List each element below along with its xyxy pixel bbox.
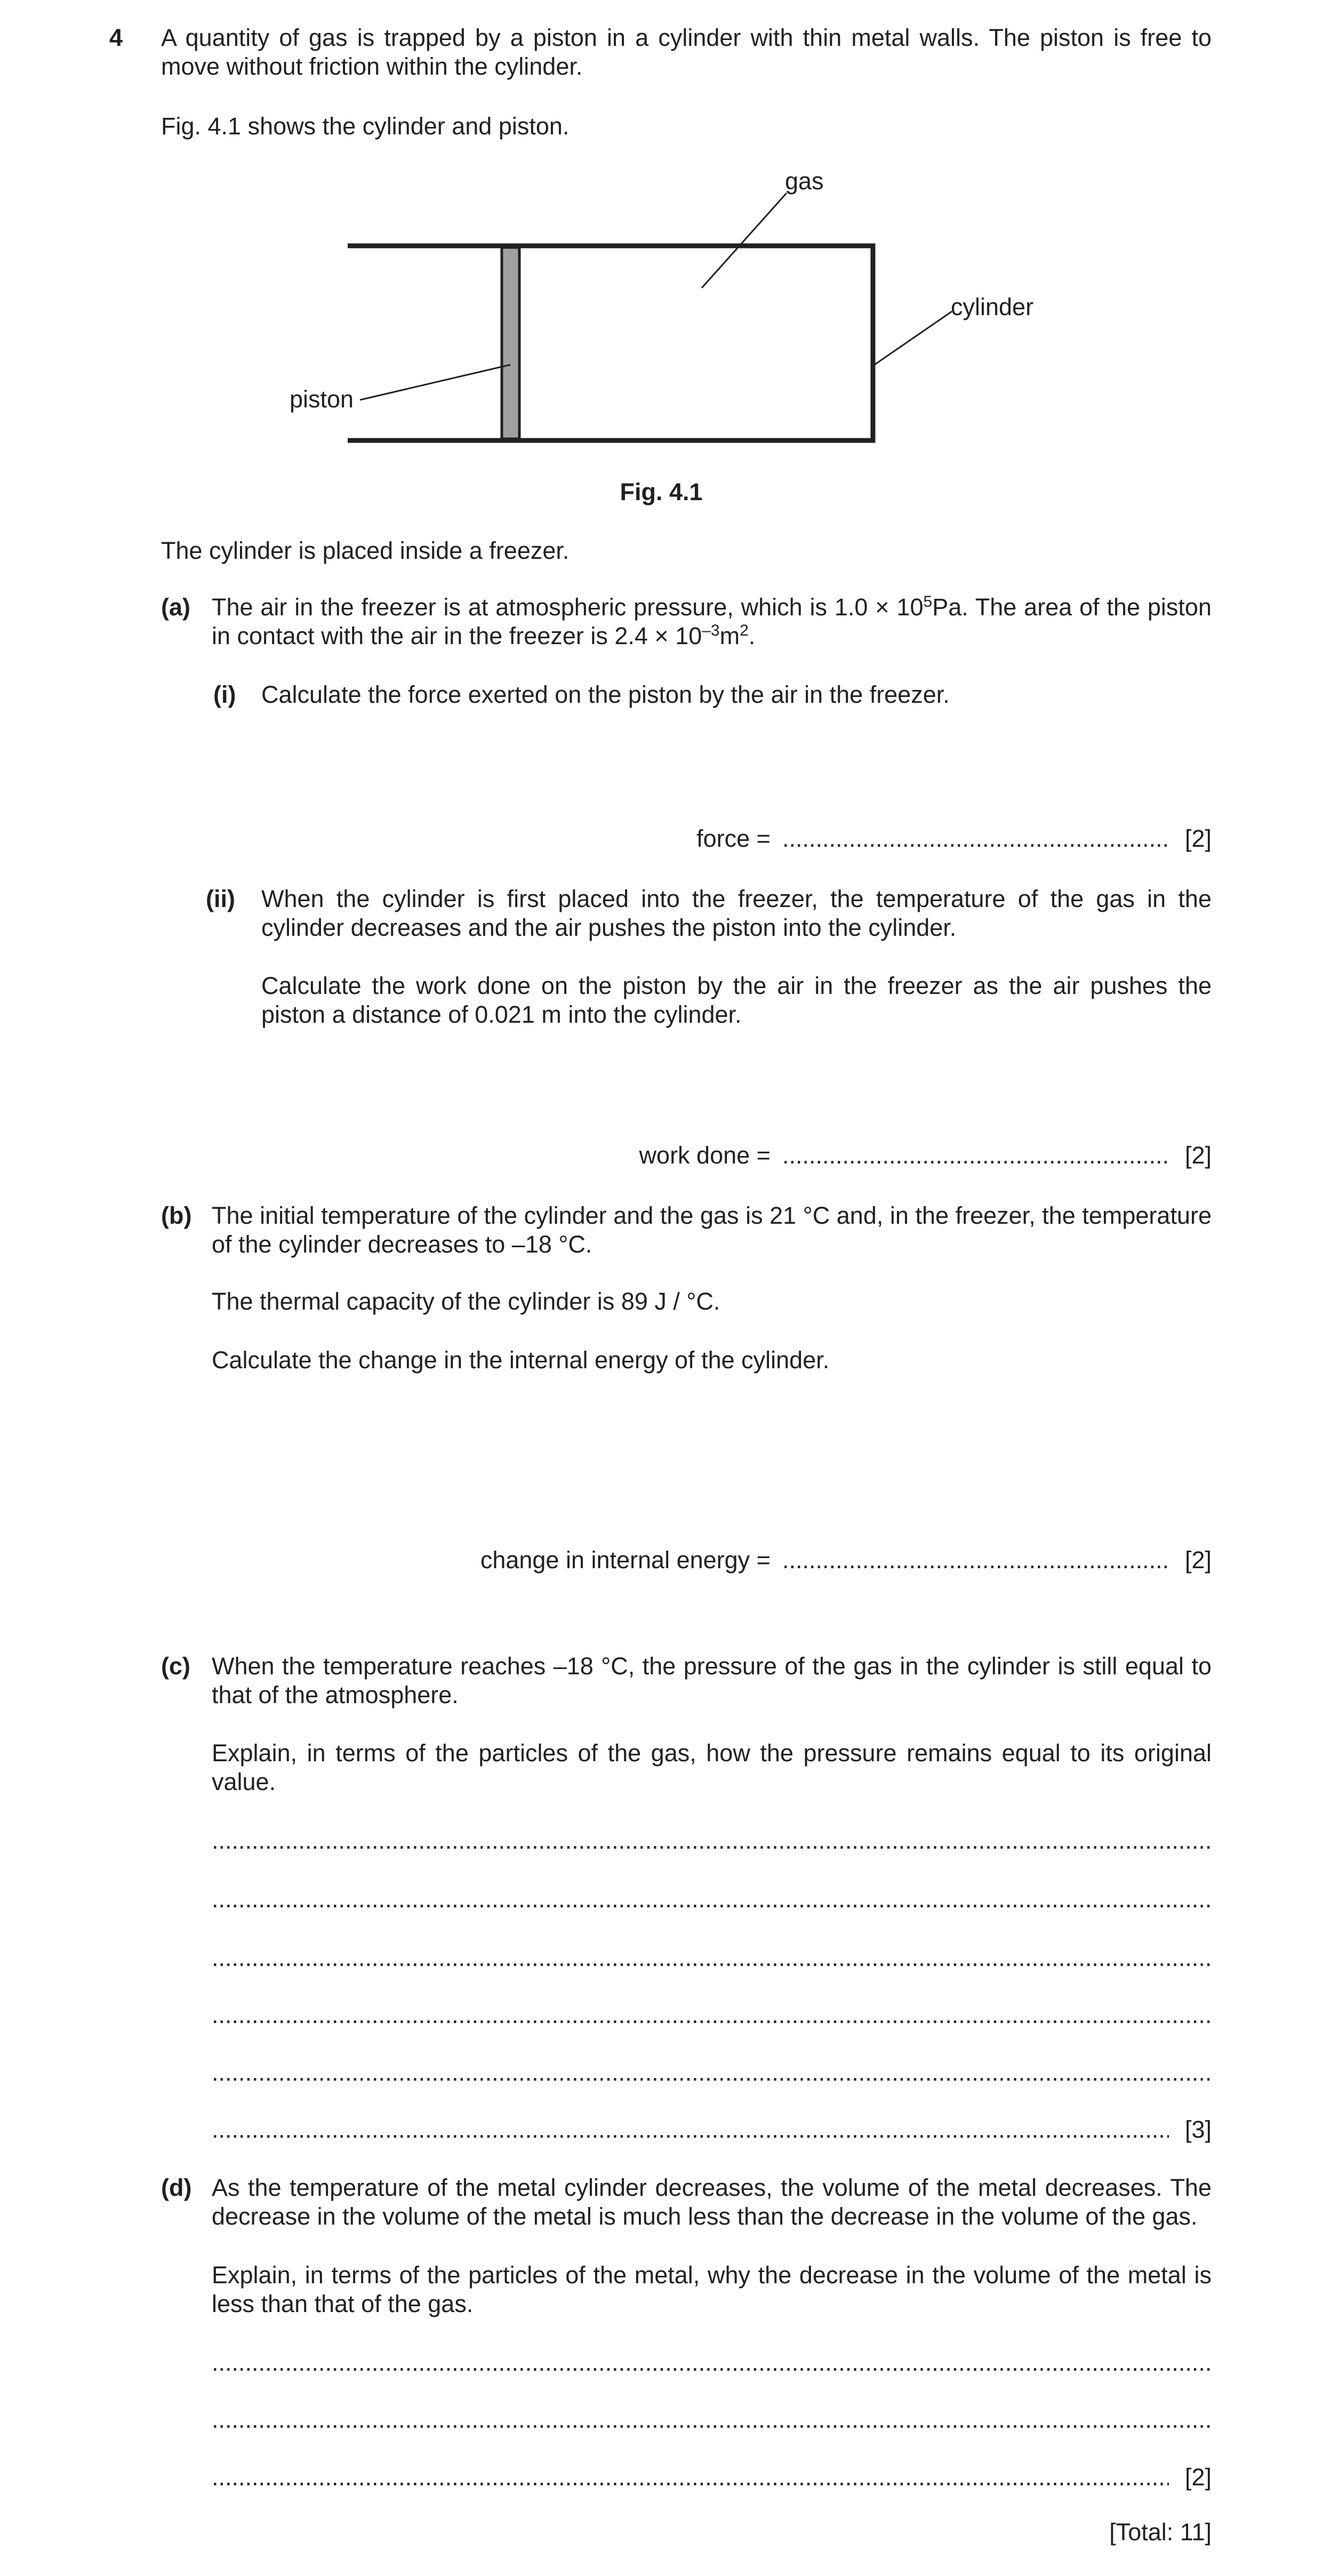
- gas-leader-line: [702, 193, 787, 288]
- internal-energy-answer-label: change in internal energy =: [480, 1546, 771, 1574]
- part-c-answer-line-3[interactable]: [212, 1944, 1212, 1972]
- part-b-text-3: Calculate the change in the internal energy of the cylinder.: [212, 1346, 830, 1374]
- part-a-ii-marks: [2]: [1184, 1142, 1212, 1169]
- part-a-label: (a): [161, 593, 190, 621]
- piston: [502, 247, 519, 439]
- part-a-i-label: (i): [213, 681, 236, 708]
- piston-leader-line: [360, 365, 510, 400]
- part-c-answer-line-2[interactable]: [212, 1885, 1212, 1914]
- part-c-answer-line-5[interactable]: [212, 2058, 1212, 2087]
- work-done-answer-dots[interactable]: [782, 1141, 1170, 1170]
- cylinder-piston-diagram: [0, 0, 1323, 480]
- part-d-text-2: Explain, in terms of the particles of the metal, why the decrease in the volume of the metal is less than that of the gas.: [212, 2261, 1212, 2317]
- part-d-text-1: As the temperature of the metal cylinder decreases, the volume of the metal decreases. The decrease in the volume of the metal is much less than the decrease in the volume of the gas.: [212, 2174, 1212, 2230]
- cylinder-leader-line: [873, 311, 952, 366]
- part-b-marks: [2]: [1184, 1546, 1212, 1574]
- part-c-marks: [3]: [1184, 2116, 1212, 2143]
- freezer-statement: The cylinder is placed inside a freezer.: [161, 537, 570, 564]
- part-a-i-marks: [2]: [1184, 825, 1212, 852]
- force-answer-dots[interactable]: [782, 824, 1170, 853]
- force-answer-line[interactable]: [696, 824, 1212, 853]
- part-b-text-1: The initial temperature of the cylinder and the gas is 21 °C and, in the freezer, the temperature of the cylinder decreases to –18 °C.: [212, 1202, 1212, 1258]
- question-total-marks: [Total: 11]: [1109, 2518, 1212, 2546]
- part-d-marks: [2]: [1184, 2463, 1212, 2491]
- cylinder-label: cylinder: [951, 293, 1034, 320]
- cylinder-walls: [348, 246, 873, 440]
- part-a-ii-text-1: When the cylinder is first placed into the freezer, the temperature of the gas in the cylinder decreases and the air pushes the piston into the cylinder.: [261, 885, 1212, 941]
- force-answer-label: force =: [696, 825, 771, 852]
- part-a-i-text: Calculate the force exerted on the piston by the air in the freezer.: [261, 681, 950, 708]
- part-a-ii-label: (ii): [206, 885, 235, 912]
- piston-label: piston: [290, 386, 354, 413]
- part-c-label: (c): [161, 1652, 190, 1680]
- internal-energy-answer-dots[interactable]: [782, 1546, 1170, 1575]
- part-b-label: (b): [161, 1202, 192, 1229]
- part-c-answer-line-6[interactable]: [212, 2115, 1169, 2144]
- question-intro: A quantity of gas is trapped by a piston in a cylinder with thin metal walls. The piston is free to move without friction within the cylinder.: [161, 24, 1212, 80]
- part-c-text-2: Explain, in terms of the particles of the gas, how the pressure remains equal to its original value.: [212, 1739, 1212, 1795]
- part-c-text-1: When the temperature reaches –18 °C, the pressure of the gas in the cylinder is still equal to that of the atmosphere.: [212, 1652, 1212, 1708]
- gas-label: gas: [785, 167, 824, 195]
- part-d-answer-line-1[interactable]: [212, 2348, 1212, 2377]
- question-number: 4: [109, 24, 123, 51]
- part-b-text-2: The thermal capacity of the cylinder is 89 J / °C.: [212, 1288, 720, 1315]
- part-c-answer-line-4[interactable]: [212, 2001, 1212, 2029]
- part-d-answer-line-3[interactable]: [212, 2463, 1169, 2492]
- part-a-text: The air in the freezer is at atmospheric pressure, which is $1.0 \times 10^5Pa$. The area of the piston in contact with the air in the freezer is $2.4 \times 10^{-3}m^2$.: [212, 593, 1212, 649]
- part-a-ii-text-2: Calculate the work done on the piston by the air in the freezer as the air pushes the piston a distance of 0.021 m into the cylinder.: [261, 972, 1212, 1028]
- part-d-label: (d): [161, 2174, 192, 2201]
- part-c-answer-line-1[interactable]: [212, 1826, 1212, 1855]
- figure-reference-text: Fig. 4.1 shows the cylinder and piston.: [161, 113, 570, 140]
- figure-caption: Fig. 4.1: [620, 478, 703, 505]
- work-done-answer-line[interactable]: [639, 1141, 1212, 1170]
- part-d-answer-line-2[interactable]: [212, 2405, 1212, 2434]
- work-done-answer-label: work done =: [639, 1142, 771, 1169]
- internal-energy-answer-line[interactable]: [480, 1546, 1212, 1575]
